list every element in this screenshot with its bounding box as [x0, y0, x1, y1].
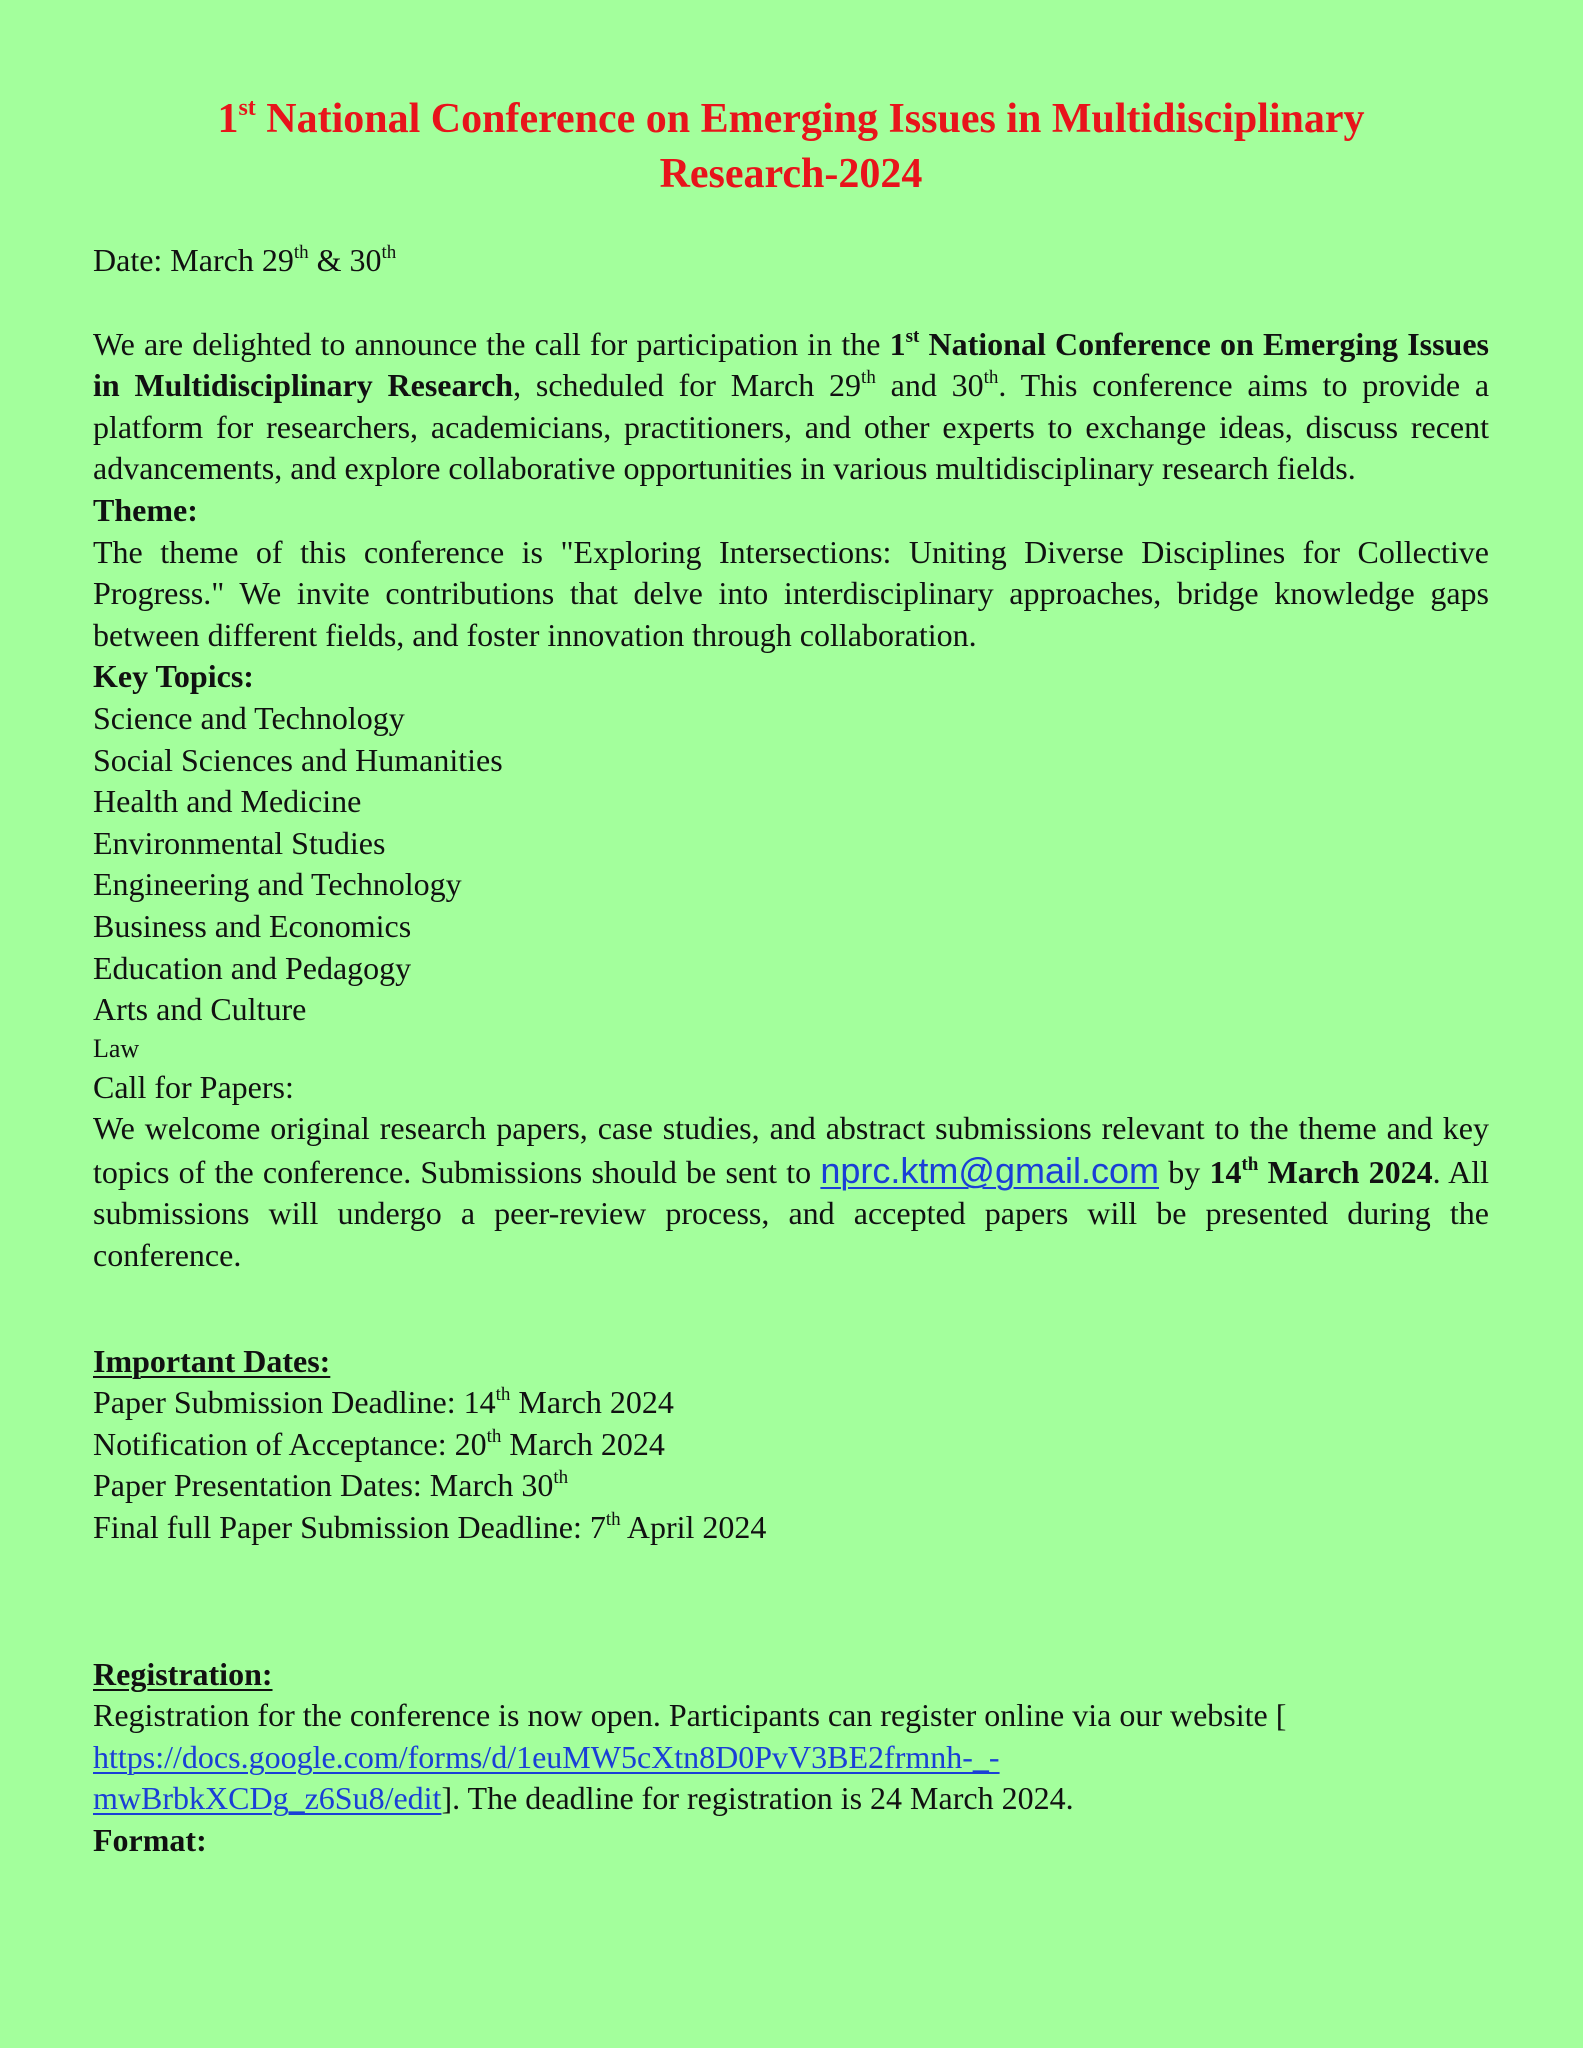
key-topics-list: [93, 698, 1489, 1067]
format-heading: Format:: [93, 1822, 207, 1858]
important-date-item: Notification of Acceptance: 20th March 2024: [93, 1425, 665, 1462]
important-dates-heading: Important Dates:: [93, 1342, 331, 1379]
topic-item: Social Sciences and Humanities: [93, 741, 503, 778]
title-line-2: Research-2024: [659, 151, 923, 197]
important-date-item: Final full Paper Submission Deadline: 7th April 2024: [93, 1509, 767, 1546]
topic-item: Arts and Culture: [93, 991, 307, 1028]
topic-item: Education and Pedagogy: [93, 949, 412, 986]
conference-date: Date: March 29th & 30th: [93, 242, 397, 278]
intro-paragraph: We are delighted to announce the call for participation in the 1st National Conference on Emerging Issues in Multidisciplinary Research, scheduled for March 29th and 30th. This conference aims to provide a platform for researchers, academicians, practitioners, and other experts to exchange ideas, discuss recent advancements, and explore collaborative opportunities in various multidisciplinary research fields.: [93, 325, 1490, 487]
registration-form-link[interactable]: https://docs.google.com/forms/d/1euMW5cXtn8D0PvV3BE2frmnh-_- mwBrbkXCDg_z6Su8/edit: [93, 1738, 1000, 1817]
page-title: [93, 92, 1489, 202]
submission-deadline-bold: 14th March 2024: [1209, 1153, 1433, 1190]
topic-item: Law: [93, 1033, 140, 1063]
theme-heading: Theme:: [93, 491, 198, 528]
topic-item: Business and Economics: [93, 907, 412, 944]
title-line-1: 1st National Conference on Emerging Issues in Multidisciplinary: [217, 95, 1365, 142]
topic-item: Science and Technology: [93, 699, 405, 736]
topic-item: Environmental Studies: [93, 824, 386, 861]
theme-paragraph: The theme of this conference is "Exploring Intersections: Uniting Diverse Disciplines for Collective Progress." We invite contributions that delve into interdisciplinary approaches, bridge knowledge gaps between different fields, and foster innovation through collaboration.: [93, 533, 1489, 653]
important-date-item: Paper Presentation Dates: March 30th: [93, 1467, 569, 1504]
registration-heading: Registration:: [93, 1655, 273, 1692]
call-for-papers-heading: Call for Papers:: [93, 1068, 294, 1105]
conference-name-bold: 1st National Conference on Emerging Issues in Multidisciplinary Research: [93, 325, 1490, 404]
call-for-papers-paragraph: We welcome original research papers, case studies, and abstract submissions relevant to the theme and key topics of the conference. Submissions should be sent to nprc.ktm@gmail.com by 14th March 2024. All submissions will undergo a peer-review process, and accepted papers will be presented during the conference.: [93, 1110, 1490, 1274]
topic-item: Engineering and Technology: [93, 866, 462, 903]
document-page: [93, 92, 1489, 1862]
important-dates-list: [93, 1382, 1489, 1548]
topic-item: Health and Medicine: [93, 783, 362, 820]
key-topics-heading: Key Topics:: [93, 658, 254, 695]
submission-email-link[interactable]: nprc.ktm@gmail.com: [820, 1149, 1159, 1191]
registration-paragraph: Registration for the conference is now open. Participants can register online via our website [ https://docs.google.com/forms/d/1euMW5cXtn8D0PvV3BE2frmnh-_- mwBrbkXCDg_z6Su8/edit]. The deadline for registration is 24 March 2024.: [93, 1697, 1287, 1817]
important-date-item: Paper Submission Deadline: 14th March 2024: [93, 1384, 674, 1421]
